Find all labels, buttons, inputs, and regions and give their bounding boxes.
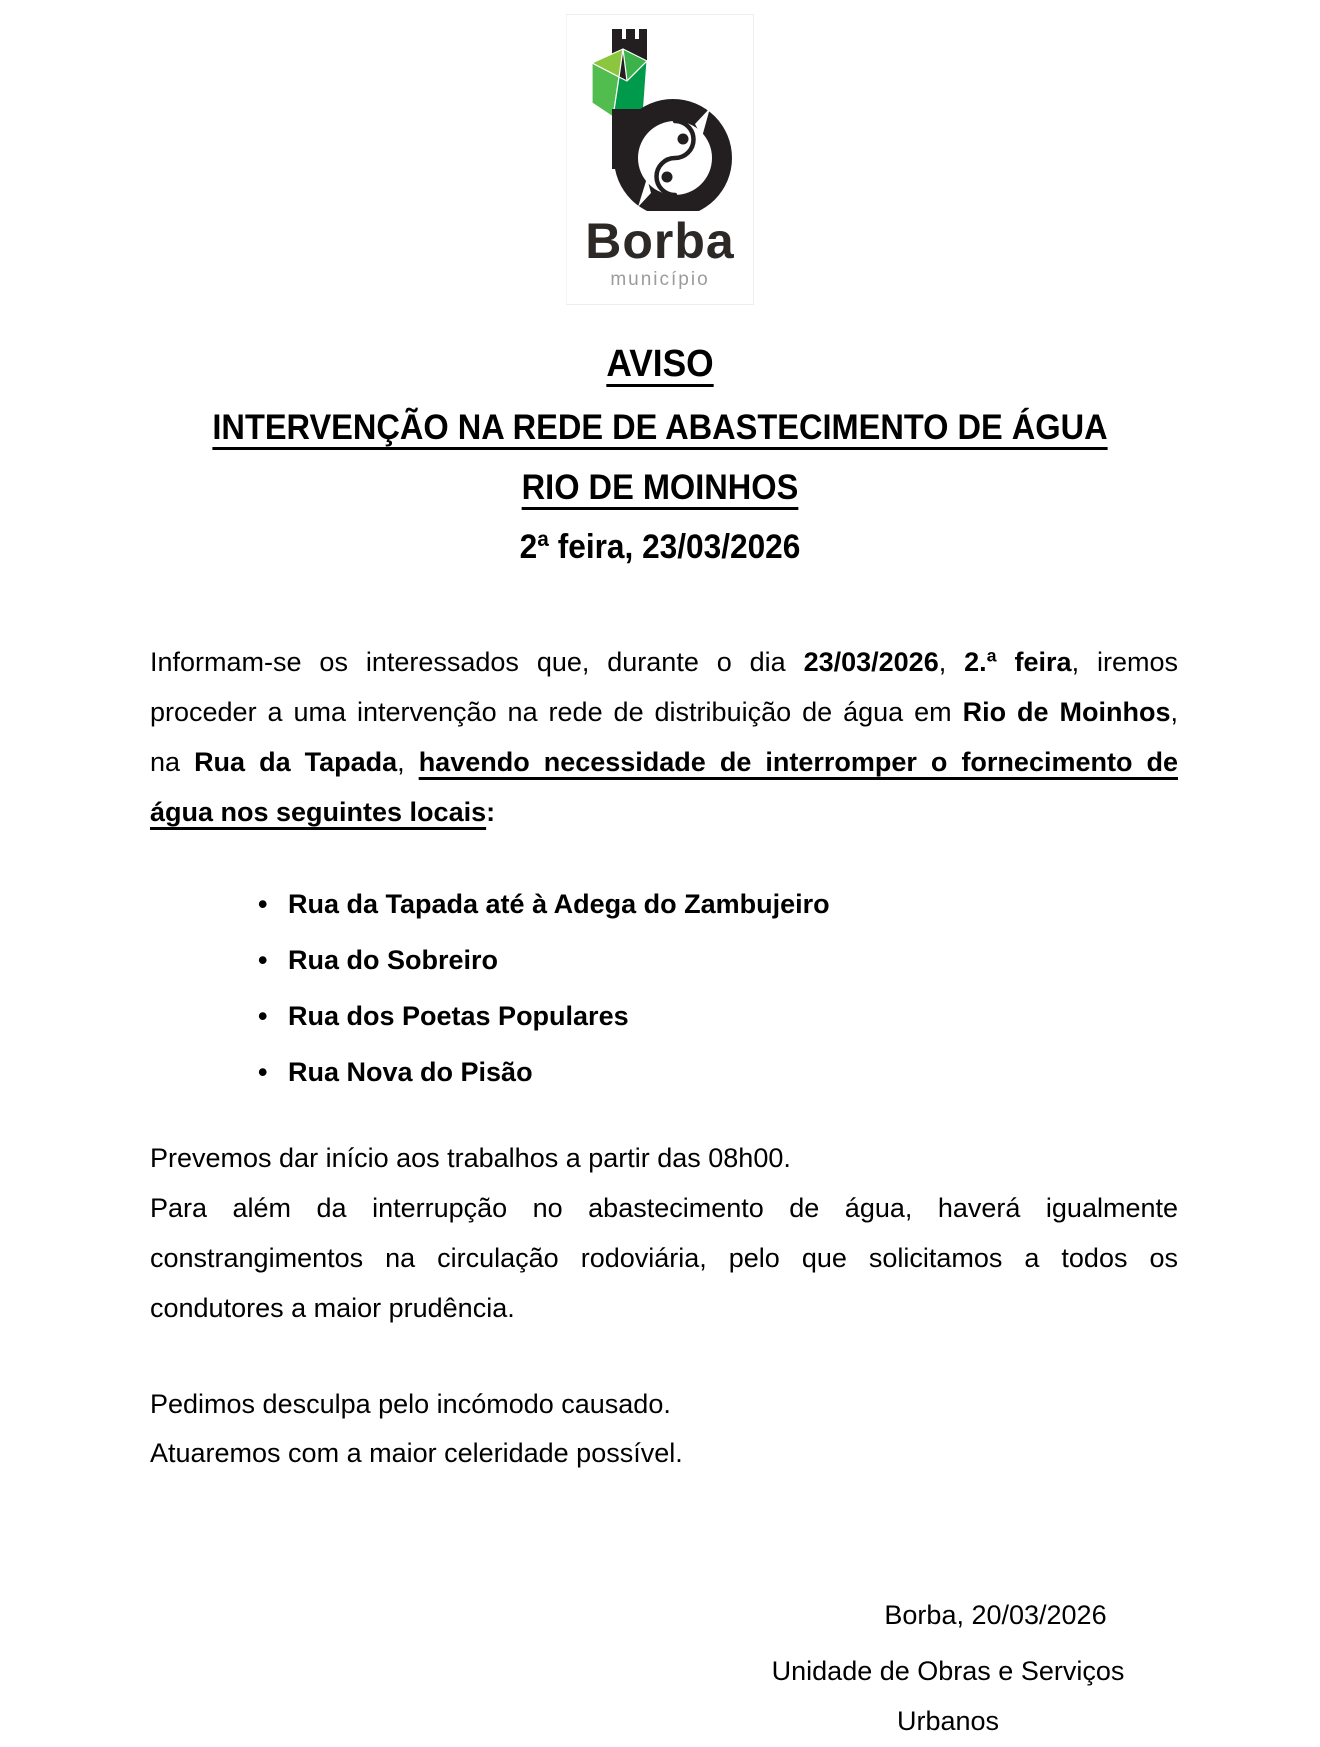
signature-place-date: Borba, 20/03/2026 — [884, 1600, 1107, 1631]
street-name: Rua da Tapada até à Adega do Zambujeiro — [288, 889, 830, 920]
street-emphasis: Rua da Tapada — [194, 747, 398, 778]
streets-list — [150, 880, 1178, 1098]
date-emphasis: 23/03/2026 — [803, 647, 939, 678]
intro-line-3 — [150, 738, 1178, 788]
celerity-paragraph: Atuaremos com a maior celeridade possível. — [150, 1438, 683, 1469]
bullet-icon: • — [258, 944, 268, 975]
traffic-line-3: condutores a maior prudência. — [150, 1292, 515, 1323]
borba-crest-icon — [585, 21, 735, 211]
notice-title: AVISO — [606, 342, 714, 385]
street-name: Rua Nova do Pisão — [288, 1056, 533, 1087]
street-item — [258, 1048, 1178, 1098]
street-name: Rua dos Poetas Populares — [288, 1000, 629, 1031]
logo-subtitle: município — [610, 269, 710, 290]
text-segment: Informam-se os interessados que, durante o dia — [150, 647, 804, 678]
village-emphasis: Rio de Moinhos — [962, 697, 1171, 728]
street-item — [258, 880, 1178, 930]
warning-emphasis: havendo necessidade de interromper o fornecimento de — [418, 747, 1178, 778]
street-name: Rua do Sobreiro — [288, 944, 499, 975]
text-segment: : — [486, 797, 496, 828]
logo-wordmark: Borba — [585, 213, 735, 269]
text-segment: proceder a uma intervenção na rede de distribuição de água em — [150, 697, 963, 728]
weekday-emphasis: 2.ª feira — [964, 647, 1072, 678]
signature-block — [718, 1591, 1178, 1747]
text-segment: , — [1170, 697, 1179, 728]
text-segment: , — [397, 747, 419, 778]
start-time-paragraph: Prevemos dar início aos trabalhos a partir das 08h00. — [150, 1142, 791, 1173]
notice-date: 2ª feira, 23/03/2026 — [519, 527, 801, 566]
apology-paragraph: Pedimos desculpa pelo incómodo causado. — [150, 1388, 671, 1419]
text-segment: , — [938, 647, 965, 678]
notice-location: RIO DE MOINHOS — [521, 468, 799, 508]
text-segment: na — [150, 747, 195, 778]
bullet-icon: • — [258, 889, 268, 920]
bullet-icon: • — [258, 1056, 268, 1087]
notice-subject: INTERVENÇÃO NA REDE DE ABASTECIMENTO DE ÁGUA — [212, 408, 1108, 448]
traffic-paragraph — [150, 1184, 1178, 1334]
intro-line-1 — [150, 638, 1178, 688]
municipality-logo — [566, 14, 754, 305]
notice-body — [0, 638, 1320, 1747]
intro-line-4 — [150, 788, 1178, 838]
traffic-line-2: constrangimentos na circulação rodoviária, pelo que solicitamos a todos os — [150, 1242, 1178, 1273]
text-segment: , iremos — [1071, 647, 1178, 678]
street-item — [258, 992, 1178, 1042]
warning-emphasis: água nos seguintes locais — [150, 797, 487, 828]
signature-unit: Unidade de Obras e Serviços Urbanos — [771, 1656, 1125, 1737]
intro-paragraph — [150, 638, 1178, 838]
intro-line-2 — [150, 688, 1178, 738]
street-item — [258, 936, 1178, 986]
notice-header — [0, 341, 1320, 569]
bullet-icon: • — [258, 1000, 268, 1031]
traffic-line-1: Para além da interrupção no abastecimento de água, haverá igualmente — [150, 1192, 1178, 1223]
